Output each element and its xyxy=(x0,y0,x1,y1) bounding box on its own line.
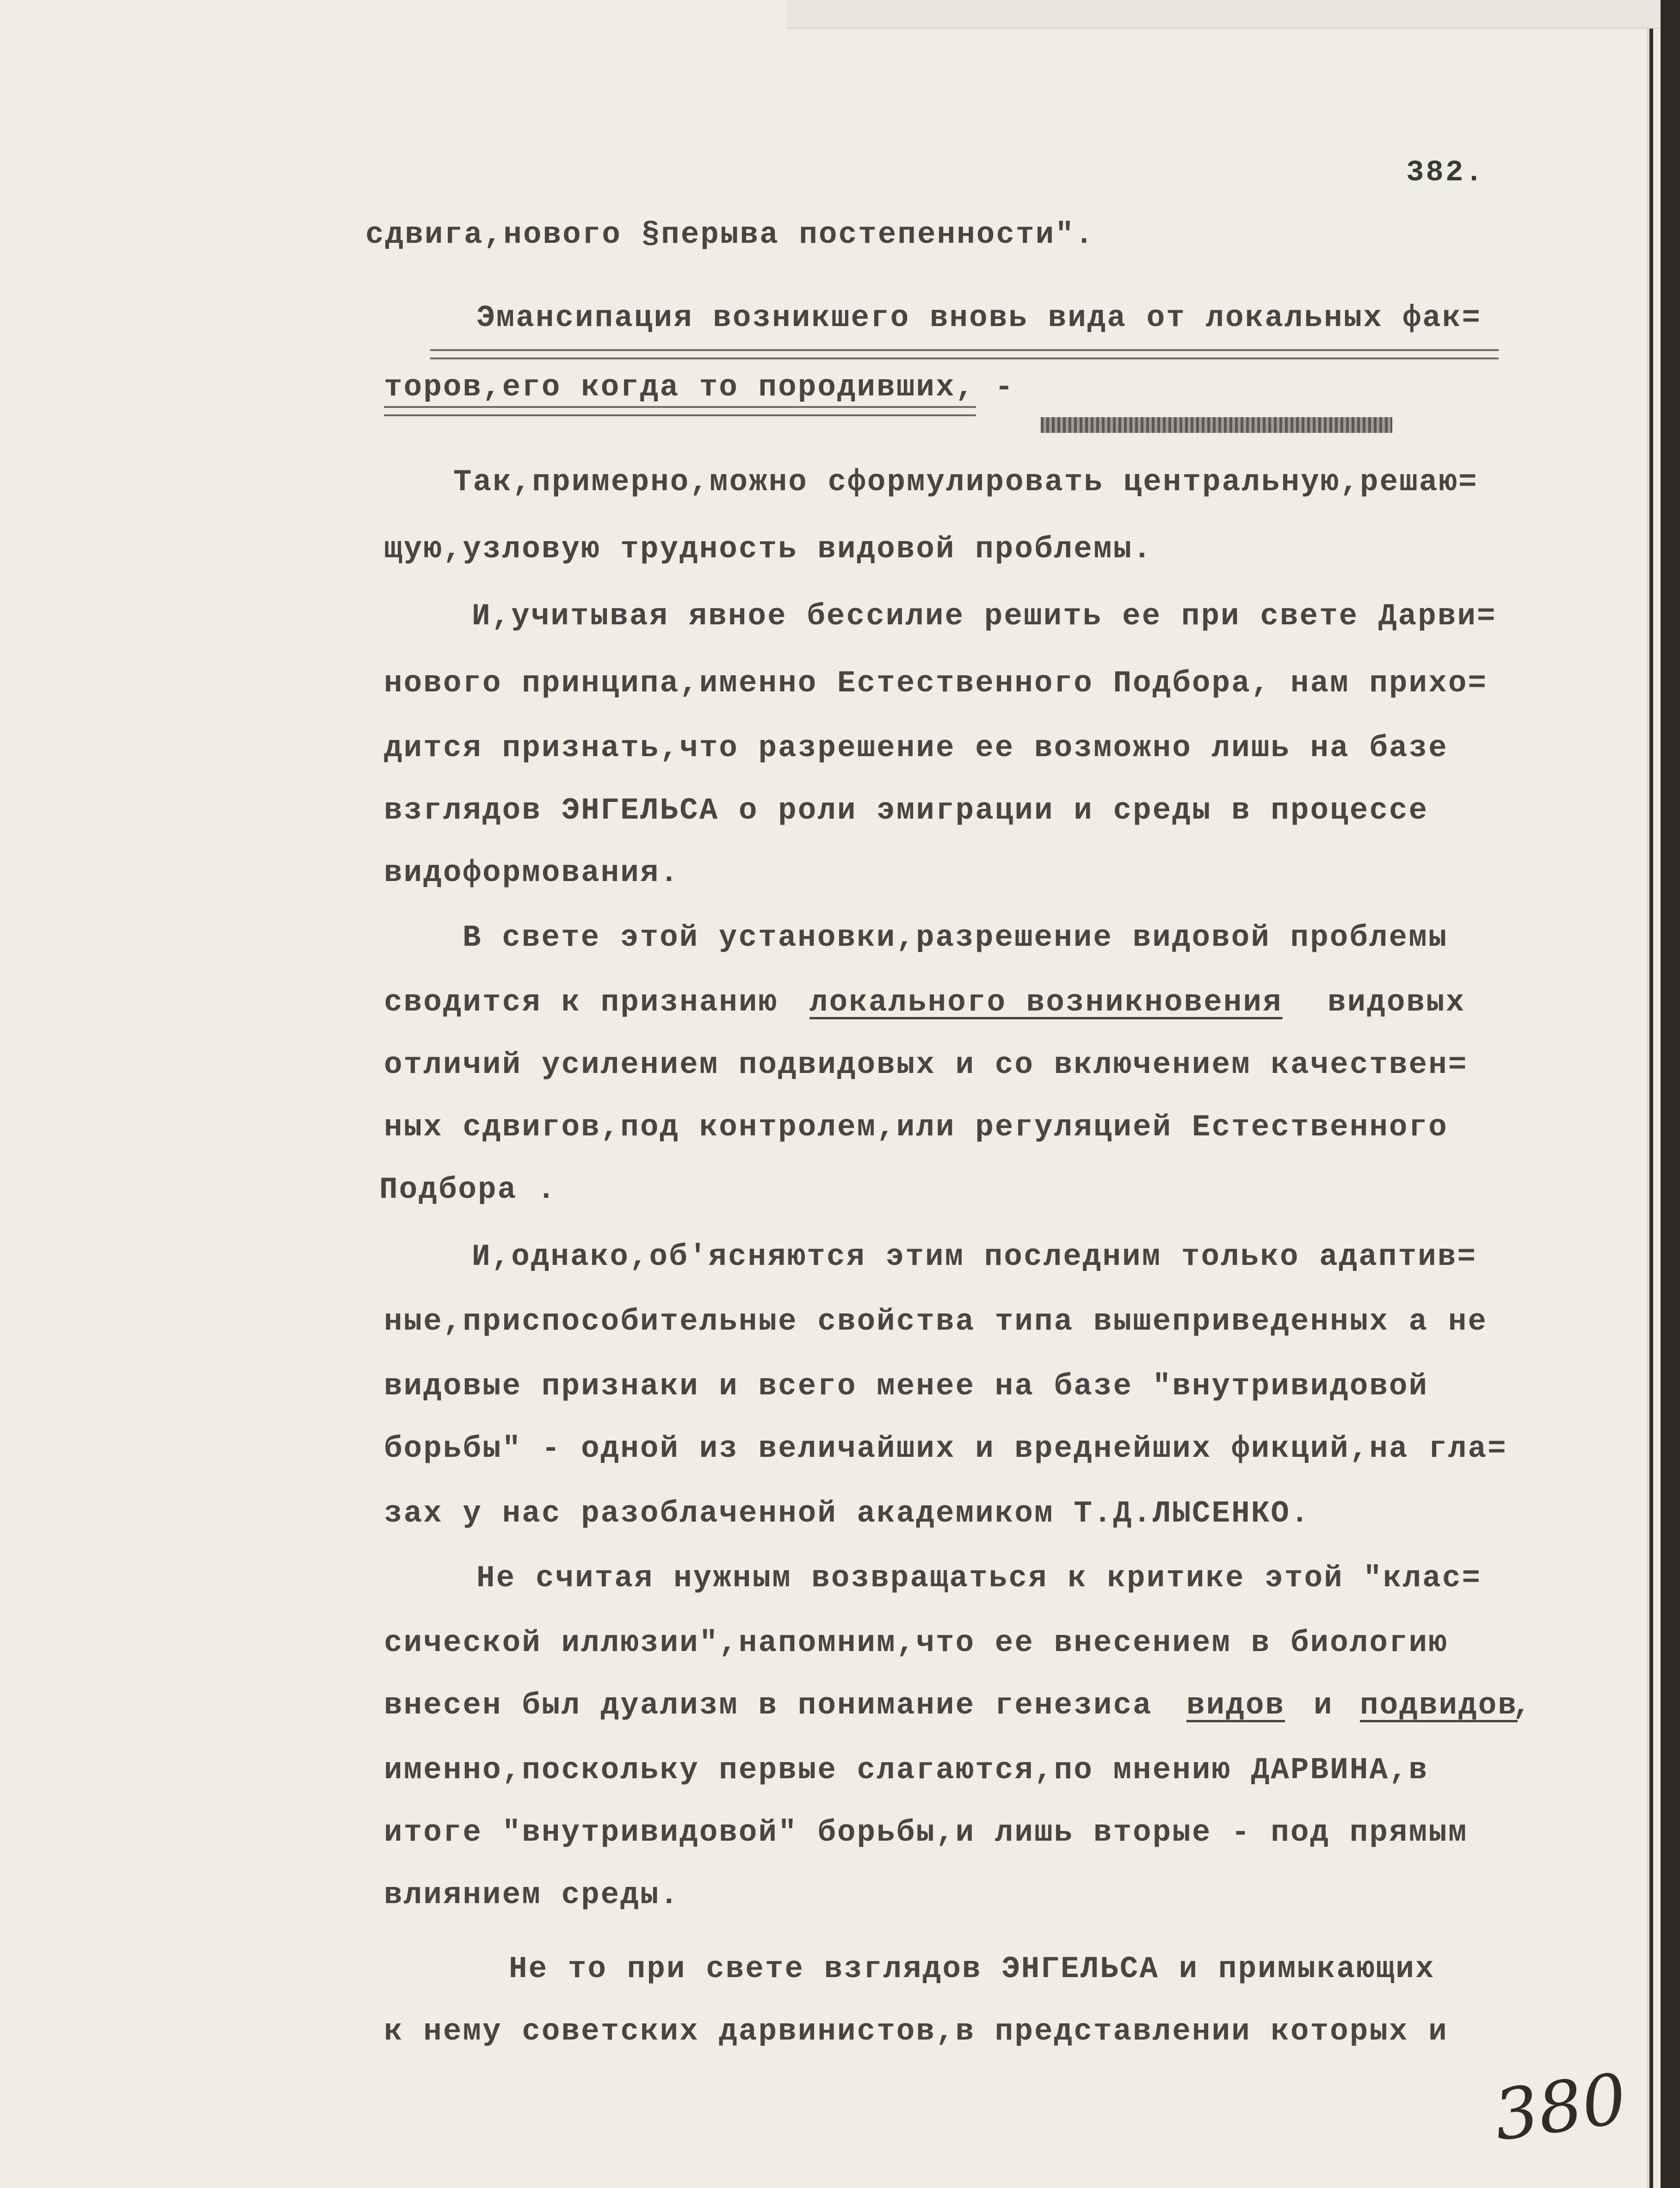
text-line: , xyxy=(1513,1688,1532,1723)
text-line: Не то при свете взглядов ЭНГЕЛЬСА и примыкающих xyxy=(509,1952,1435,1986)
text-line: Так,примерно,можно сформулировать центральную,решаю= xyxy=(453,465,1478,499)
text-line: видовых xyxy=(1328,985,1466,1020)
text-line: видовые признаки и всего менее на базе "внутривидовой xyxy=(384,1369,1429,1404)
text-line: отличий усилением подвидовых и со включением качествен= xyxy=(384,1048,1468,1082)
text-line: борьбы" - одной из величайших и вреднейших фикций,на гла= xyxy=(384,1431,1507,1466)
text-line: дится признать,что разрешение ее возможно лишь на базе xyxy=(384,731,1448,765)
text-line: итоге "внутривидовой" борьбы,и лишь вторые - под прямым xyxy=(384,1815,1468,1850)
text-line: сической иллюзии",напомним,что ее внесением в биологию xyxy=(384,1626,1448,1660)
text-line: к нему советских дарвинистов,в представлении которых и xyxy=(384,2014,1448,2049)
text-line: сводится к признанию xyxy=(384,985,778,1020)
text-line: Подбора . xyxy=(379,1172,557,1207)
page-edge xyxy=(786,0,1661,29)
heading-line: Эмансипация возникшего вновь вида от локальных фак= xyxy=(476,301,1482,335)
text-line: ных сдвигов,под контролем,или регуляцией Естественного xyxy=(384,1110,1448,1145)
text-line: и xyxy=(1314,1688,1334,1723)
text-line: щую,узловую трудность видовой проблемы. xyxy=(384,532,1153,567)
underlined-phrase: локального возникновения xyxy=(809,985,1283,1020)
page-number: 382. xyxy=(1406,156,1485,190)
text-line: И,однако,об'ясняются этим последним только адаптив= xyxy=(472,1239,1477,1274)
double-underline xyxy=(384,406,976,416)
text-line: внесен был дуализм в понимание генезиса xyxy=(384,1688,1153,1723)
text-line: И,учитывая явное бессилие решить ее при свете Дарви= xyxy=(472,599,1497,634)
underlined-word: подвидов xyxy=(1360,1688,1518,1723)
text-line: ные,приспособительные свойства типа вышеприведенных а не xyxy=(384,1304,1488,1339)
text-line: именно,поскольку первые слагаются,по мнению ДАРВИНА,в xyxy=(384,1753,1429,1787)
text-line: сдвига,нового §перыва постепенности". xyxy=(365,217,1095,252)
underlined-word: видов xyxy=(1186,1688,1285,1723)
text-line: влиянием среды. xyxy=(384,1878,680,1912)
text-line: зах у нас разоблаченной академиком Т.Д.ЛЫСЕНКО. xyxy=(384,1496,1310,1531)
text-line: взглядов ЭНГЕЛЬСА о роли эмиграции и среды в процессе xyxy=(384,793,1429,828)
text-line: нового принципа,именно Естественного Подбора, нам прихо= xyxy=(384,666,1488,701)
text-line: В свете этой установки,разрешение видовой проблемы xyxy=(463,920,1448,955)
handwritten-number: 380 xyxy=(1489,2058,1632,2157)
text-line: видоформования. xyxy=(384,856,680,890)
double-underline xyxy=(430,349,1499,359)
struck-out-text xyxy=(1041,417,1392,433)
heading-line: торов,его когда то породивших, - xyxy=(384,370,1015,405)
text-line: Не считая нужным возвращаться к критике этой "клас= xyxy=(476,1561,1482,1596)
